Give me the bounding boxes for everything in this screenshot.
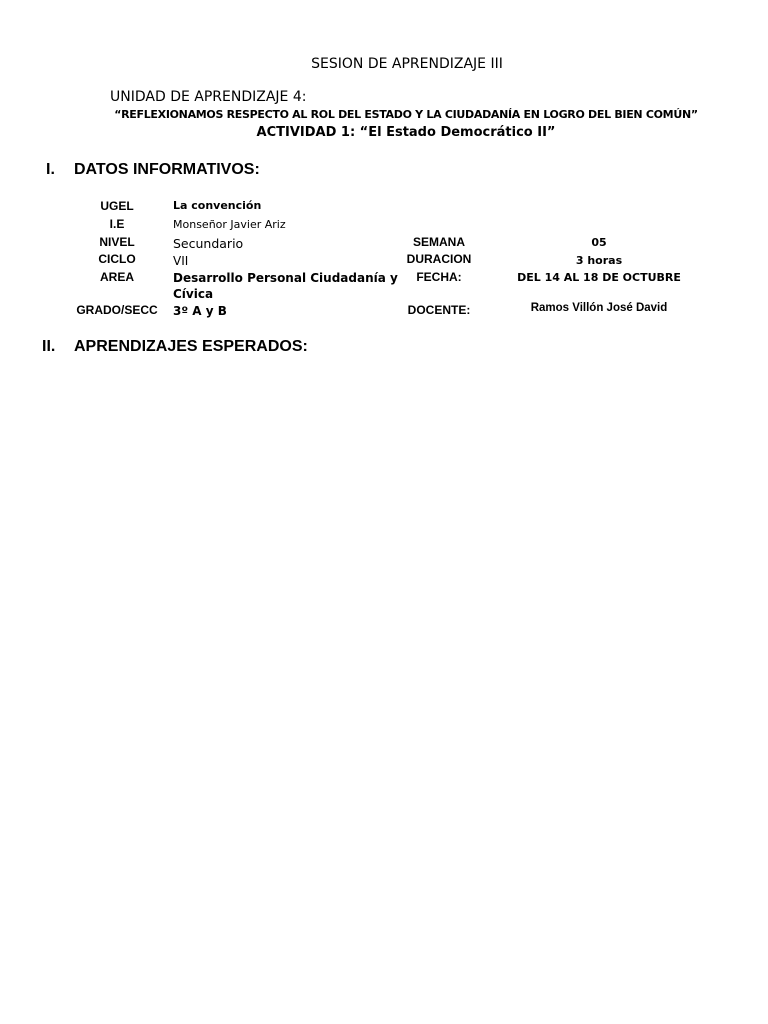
- fecha-label: FECHA:: [416, 270, 462, 284]
- duracion-value: 3 horas: [575, 254, 623, 267]
- unit-name: “REFLEXIONAMOS RESPECTO AL ROL DEL ESTADO Y LA CIUDADANÍA EN LOGRO DEL BIEN COMÚN”: [114, 108, 698, 121]
- nivel-value: Secundario: [173, 236, 244, 251]
- ie-value: Monseñor Javier Ariz: [173, 218, 286, 231]
- docente-label: DOCENTE:: [407, 303, 471, 317]
- ugel-label: UGEL: [100, 199, 134, 213]
- session-title: SESION DE APRENDIZAJE III: [311, 56, 503, 72]
- ie-label: I.E: [109, 217, 125, 231]
- section-title: DATOS INFORMATIVOS:: [74, 161, 260, 178]
- nivel-label: NIVEL: [99, 235, 135, 249]
- section-title: APRENDIZAJES ESPERADOS:: [74, 338, 308, 355]
- area-label: AREA: [99, 270, 135, 284]
- ciclo-value: VII: [173, 254, 189, 268]
- fecha-value: DEL 14 AL 18 DE OCTUBRE: [517, 271, 681, 284]
- section-number: I.: [46, 161, 55, 178]
- area-value-line1: Desarrollo Personal Ciudadanía y: [173, 271, 398, 285]
- ugel-value: La convención: [173, 199, 262, 212]
- semana-label: SEMANA: [412, 235, 466, 249]
- area-value-line2: Cívica: [173, 287, 214, 301]
- docente-value: Ramos Villón José David: [530, 302, 668, 314]
- semana-value: 05: [591, 236, 607, 249]
- grado-value: 3º A y B: [173, 304, 227, 318]
- ciclo-label: CICLO: [98, 252, 136, 266]
- section-number: II.: [42, 338, 56, 355]
- unit-label: UNIDAD DE APRENDIZAJE 4:: [110, 89, 307, 105]
- duracion-label: DURACION: [406, 252, 472, 266]
- activity-title: ACTIVIDAD 1: “El Estado Democrático II”: [256, 125, 556, 140]
- grado-label: GRADO/SECC: [76, 303, 158, 317]
